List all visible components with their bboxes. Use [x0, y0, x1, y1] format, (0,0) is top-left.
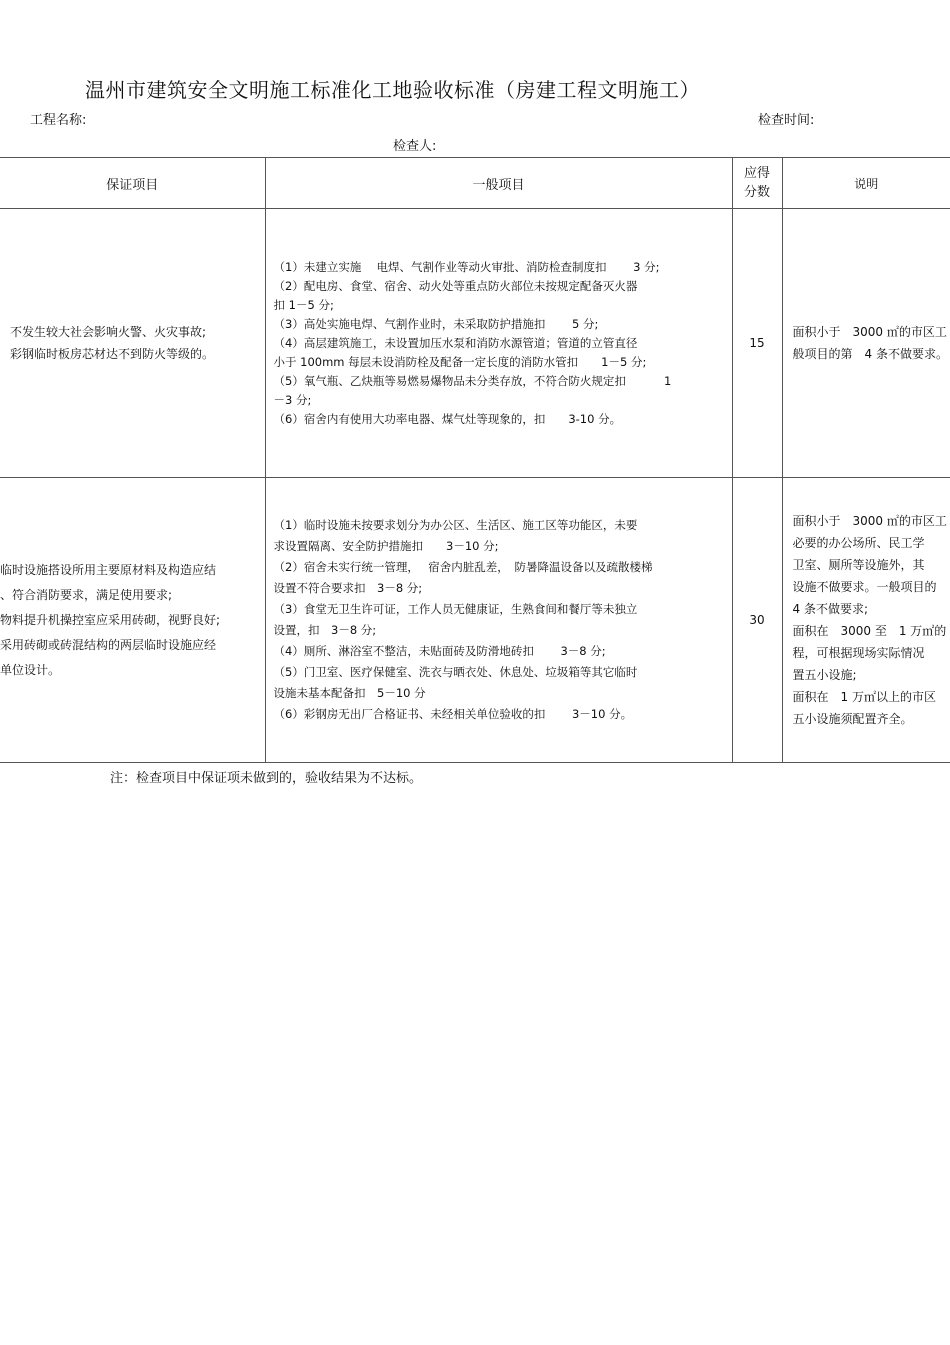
note-line: 设施不做要求。一般项目的	[792, 580, 937, 594]
general-line: （2）宿舍未实行统一管理， 宿舍内脏乱差， 防暑降温设备以及疏散楼梯	[273, 560, 653, 574]
general-line: （4）厕所、淋浴室不整洁，未贴面砖及防滑地砖扣 3－8 分;	[273, 644, 606, 658]
header-score-line1: 应得	[743, 166, 770, 181]
general-cell	[265, 478, 732, 763]
general-line: （2）配电房、食堂、宿舍、动火处等重点防火部位未按规定配备灭火器	[273, 278, 638, 293]
general-line: （4）高层建筑施工，未设置加压水泵和消防水源管道；管道的立管直径	[273, 335, 638, 350]
note-line: 面积小于 3000 ㎡的市区工	[792, 325, 947, 339]
header-note: 说明	[782, 158, 950, 209]
general-line: （1）临时设施未按要求划分为办公区、生活区、施工区等功能区，未要	[273, 518, 638, 532]
note-line: 面积在 3000 至 1 万㎡的	[792, 624, 947, 638]
guarantee-line: 物料提升机操控室应采用砖砌，视野良好;	[0, 612, 221, 627]
guarantee-line: 、符合消防要求，满足使用要求;	[0, 587, 173, 602]
check-time-label: 检查时间:	[758, 113, 815, 128]
general-line: 小于 100mm 每层未设消防栓及配备一定长度的消防水管扣 1－5 分;	[273, 354, 647, 369]
score-cell: 15	[732, 209, 782, 478]
general-line: 设置不符合要求扣 3－8 分;	[273, 581, 423, 595]
score-cell: 30	[732, 478, 782, 763]
page-title: 温州市建筑安全文明施工标准化工地验收标准（房建工程文明施工）	[85, 78, 700, 102]
general-line: （6）宿舍内有使用大功率电器、煤气灶等现象的，扣 3-10 分。	[273, 411, 622, 426]
note-line: 般项目的第 4 条不做要求。	[792, 347, 948, 361]
note-line: 程，可根据现场实际情况	[792, 646, 925, 660]
note-line: 4 条不做要求;	[792, 602, 868, 616]
guarantee-line: 单位设计。	[0, 662, 61, 677]
general-line: （1）未建立实施 电焊、气割作业等动火审批、消防检查制度扣 3 分;	[273, 259, 660, 274]
guarantee-line: 临时设施搭设所用主要原材料及构造应结	[0, 562, 217, 577]
note-line: 置五小设施;	[792, 668, 857, 682]
table-row	[0, 478, 950, 763]
guarantee-cell	[0, 209, 265, 478]
note-cell	[782, 209, 950, 478]
table-row	[0, 209, 950, 478]
acceptance-table	[0, 157, 950, 763]
note-line: 五小设施须配置齐全。	[792, 712, 913, 726]
general-line: 设施未基本配备扣 5－10 分	[273, 686, 426, 700]
note-line: 卫室、厕所等设施外，其	[792, 558, 925, 572]
general-line: 扣 1－5 分;	[273, 297, 334, 312]
general-cell	[265, 209, 732, 478]
guarantee-line: 不发生较大社会影响火警、火灾事故;	[10, 325, 207, 339]
guarantee-line: 采用砖砌或砖混结构的两层临时设施应经	[0, 637, 217, 652]
header-guarantee: 保证项目	[0, 158, 265, 209]
note-line: 面积小于 3000 ㎡的市区工	[792, 514, 947, 528]
note-line: 面积在 1 万㎡以上的市区	[792, 690, 936, 704]
footnote: 注：检查项目中保证项未做到的，验收结果为不达标。	[110, 771, 423, 786]
table-header-row	[0, 158, 950, 209]
header-score	[732, 158, 782, 209]
project-name-label: 工程名称:	[30, 113, 87, 128]
general-line: （3）食堂无卫生许可证，工作人员无健康证，生熟食间和餐厅等未独立	[273, 602, 638, 616]
guarantee-line: 彩钢临时板房芯材达不到防火等级的。	[10, 347, 215, 361]
header-score-line2: 分数	[743, 185, 770, 200]
general-line: （6）彩钢房无出厂合格证书、未经相关单位验收的扣 3－10 分。	[273, 707, 633, 721]
general-line: －3 分;	[273, 392, 312, 407]
guarantee-cell	[0, 478, 265, 763]
general-line: （5）门卫室、医疗保健室、洗衣与晒衣处、休息处、垃圾箱等其它临时	[273, 665, 638, 679]
general-line: 设置，扣 3－8 分;	[273, 623, 377, 637]
general-line: （5）氧气瓶、乙炔瓶等易燃易爆物品未分类存放，不符合防火规定扣 1	[273, 373, 672, 388]
general-line: （3）高处实施电焊、气割作业时，未采取防护措施扣 5 分;	[273, 316, 599, 331]
note-line: 必要的办公场所、民工学	[792, 536, 925, 550]
header-general: 一般项目	[265, 158, 732, 209]
general-line: 求设置隔离、安全防护措施扣 3－10 分;	[273, 539, 499, 553]
note-cell	[782, 478, 950, 763]
inspector-label: 检查人:	[393, 139, 437, 154]
